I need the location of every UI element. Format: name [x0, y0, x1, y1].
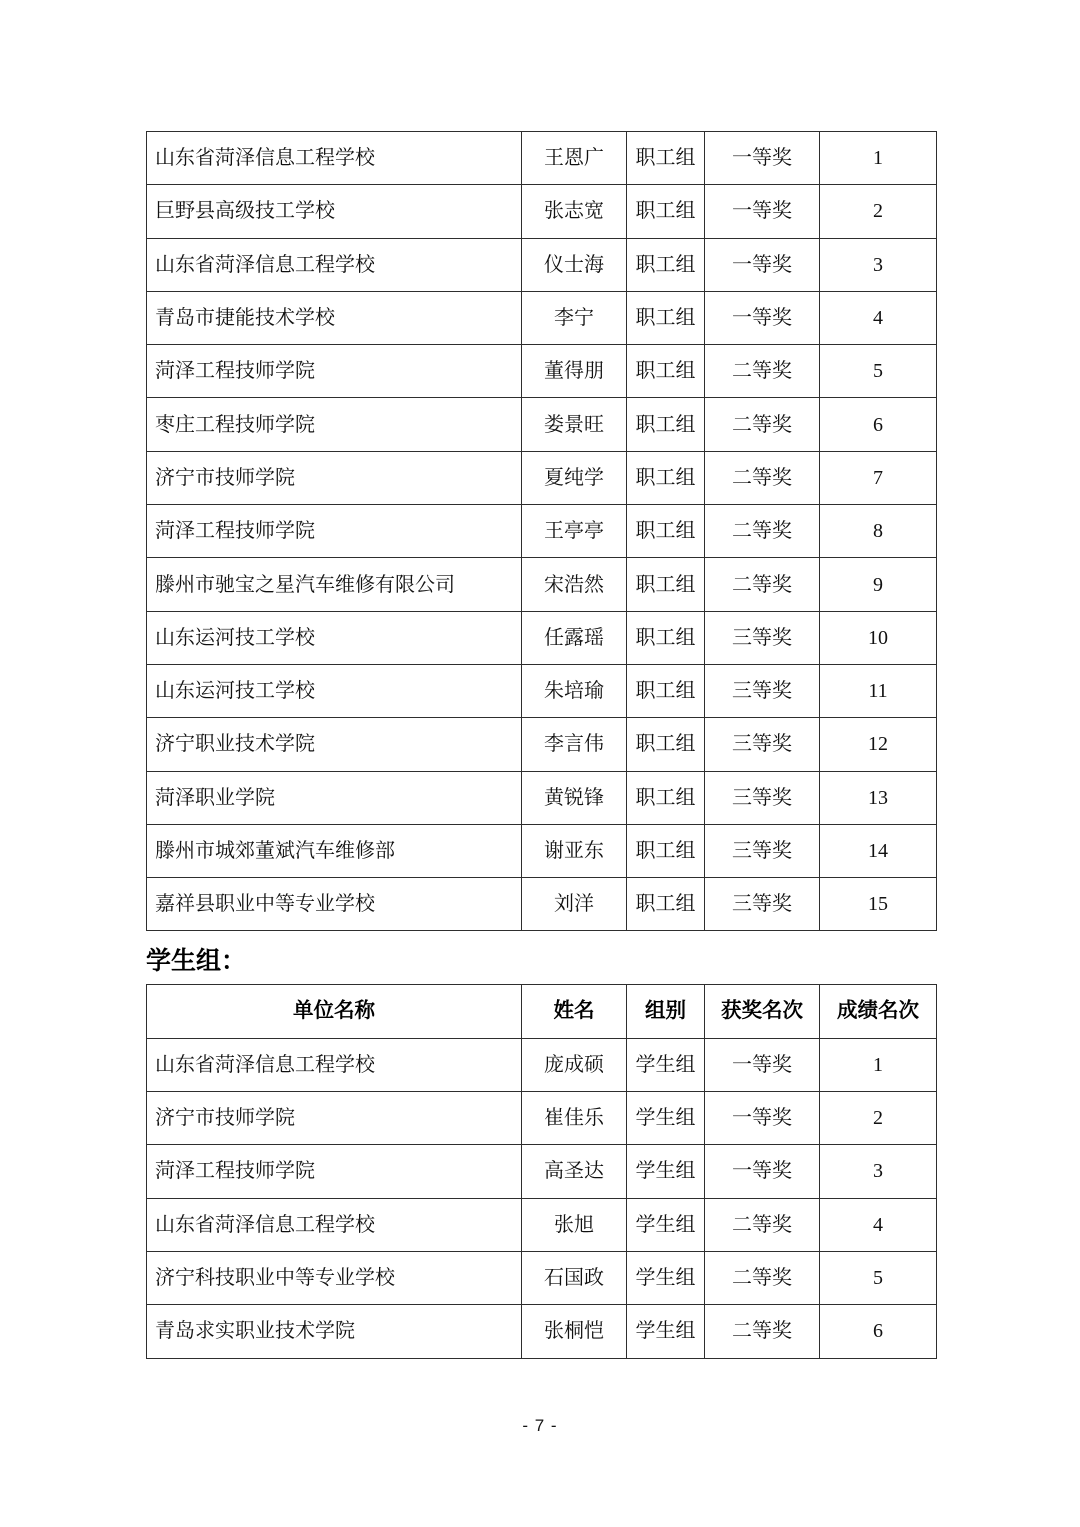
rank-cell: 5 — [820, 1251, 937, 1304]
unit-cell: 山东运河技工学校 — [147, 611, 522, 664]
name-cell: 高圣达 — [522, 1145, 627, 1198]
rank-cell: 1 — [820, 132, 937, 185]
unit-cell: 山东省菏泽信息工程学校 — [147, 132, 522, 185]
group-cell: 职工组 — [627, 345, 705, 398]
award-cell: 三等奖 — [705, 878, 820, 931]
rank-cell: 11 — [820, 664, 937, 717]
name-cell: 任露瑶 — [522, 611, 627, 664]
unit-cell: 菏泽职业学院 — [147, 771, 522, 824]
group-cell: 职工组 — [627, 505, 705, 558]
table-row — [147, 1198, 937, 1251]
award-cell: 三等奖 — [705, 664, 820, 717]
award-cell: 三等奖 — [705, 611, 820, 664]
table-row — [147, 718, 937, 771]
name-cell: 崔佳乐 — [522, 1092, 627, 1145]
rank-cell: 10 — [820, 611, 937, 664]
unit-cell: 济宁职业技术学院 — [147, 718, 522, 771]
unit-cell: 青岛市捷能技术学校 — [147, 291, 522, 344]
award-cell: 一等奖 — [705, 1092, 820, 1145]
table-row — [147, 185, 937, 238]
rank-cell: 14 — [820, 824, 937, 877]
name-cell: 娄景旺 — [522, 398, 627, 451]
name-cell: 仪士海 — [522, 238, 627, 291]
table-row — [147, 771, 937, 824]
table-row — [147, 505, 937, 558]
unit-cell: 嘉祥县职业中等专业学校 — [147, 878, 522, 931]
unit-cell: 菏泽工程技师学院 — [147, 505, 522, 558]
table-row — [147, 824, 937, 877]
group-cell: 职工组 — [627, 558, 705, 611]
table-row — [147, 1251, 937, 1304]
rank-cell: 5 — [820, 345, 937, 398]
unit-cell: 巨野县高级技工学校 — [147, 185, 522, 238]
unit-cell: 菏泽工程技师学院 — [147, 1145, 522, 1198]
table-row — [147, 611, 937, 664]
rank-cell: 2 — [820, 1092, 937, 1145]
rank-cell: 4 — [820, 1198, 937, 1251]
name-cell: 李言伟 — [522, 718, 627, 771]
unit-cell: 滕州市驰宝之星汽车维修有限公司 — [147, 558, 522, 611]
name-cell: 夏纯学 — [522, 451, 627, 504]
table-row — [147, 1038, 937, 1091]
unit-cell: 菏泽工程技师学院 — [147, 345, 522, 398]
name-cell: 张桐恺 — [522, 1305, 627, 1358]
header-person-name: 姓名 — [522, 985, 627, 1038]
name-cell: 宋浩然 — [522, 558, 627, 611]
rank-cell: 13 — [820, 771, 937, 824]
name-cell: 张旭 — [522, 1198, 627, 1251]
rank-cell: 3 — [820, 238, 937, 291]
rank-cell: 6 — [820, 398, 937, 451]
group-cell: 学生组 — [627, 1092, 705, 1145]
rank-cell: 9 — [820, 558, 937, 611]
rank-cell: 7 — [820, 451, 937, 504]
page-number: - 7 - — [522, 1416, 558, 1435]
group-cell: 学生组 — [627, 1145, 705, 1198]
name-cell: 石国政 — [522, 1251, 627, 1304]
award-cell: 二等奖 — [705, 1198, 820, 1251]
rank-cell: 3 — [820, 1145, 937, 1198]
award-cell: 二等奖 — [705, 398, 820, 451]
group-cell: 职工组 — [627, 132, 705, 185]
header-score-rank: 成绩名次 — [820, 985, 937, 1038]
unit-cell: 济宁市技师学院 — [147, 451, 522, 504]
header-unit-name: 单位名称 — [147, 985, 522, 1038]
group-cell: 职工组 — [627, 185, 705, 238]
name-cell: 王亭亭 — [522, 505, 627, 558]
unit-cell: 滕州市城郊董斌汽车维修部 — [147, 824, 522, 877]
award-cell: 三等奖 — [705, 824, 820, 877]
unit-cell: 青岛求实职业技术学院 — [147, 1305, 522, 1358]
group-cell: 学生组 — [627, 1305, 705, 1358]
name-cell: 朱培瑜 — [522, 664, 627, 717]
rank-cell: 4 — [820, 291, 937, 344]
unit-cell: 枣庄工程技师学院 — [147, 398, 522, 451]
unit-cell: 山东运河技工学校 — [147, 664, 522, 717]
page-content — [146, 131, 936, 1359]
award-cell: 一等奖 — [705, 132, 820, 185]
rank-cell: 15 — [820, 878, 937, 931]
award-cell: 二等奖 — [705, 1305, 820, 1358]
award-cell: 二等奖 — [705, 345, 820, 398]
table-row — [147, 1092, 937, 1145]
table-row — [147, 451, 937, 504]
group-cell: 学生组 — [627, 1198, 705, 1251]
group-cell: 职工组 — [627, 718, 705, 771]
table-row — [147, 1305, 937, 1358]
award-cell: 二等奖 — [705, 1251, 820, 1304]
student-group-heading: 学生组： — [146, 947, 247, 976]
table-row — [147, 558, 937, 611]
table-row — [147, 1145, 937, 1198]
unit-cell: 山东省菏泽信息工程学校 — [147, 238, 522, 291]
award-cell: 三等奖 — [705, 771, 820, 824]
award-cell: 一等奖 — [705, 238, 820, 291]
name-cell: 李宁 — [522, 291, 627, 344]
rank-cell: 2 — [820, 185, 937, 238]
unit-cell: 济宁科技职业中等专业学校 — [147, 1251, 522, 1304]
table-row — [147, 291, 937, 344]
group-cell: 职工组 — [627, 398, 705, 451]
award-cell: 一等奖 — [705, 1145, 820, 1198]
award-cell: 二等奖 — [705, 505, 820, 558]
rank-cell: 12 — [820, 718, 937, 771]
group-cell: 职工组 — [627, 451, 705, 504]
table-row — [147, 132, 937, 185]
name-cell: 王恩广 — [522, 132, 627, 185]
group-cell: 学生组 — [627, 1251, 705, 1304]
group-cell: 学生组 — [627, 1038, 705, 1091]
name-cell: 张志宽 — [522, 185, 627, 238]
group-cell: 职工组 — [627, 611, 705, 664]
name-cell: 董得朋 — [522, 345, 627, 398]
rank-cell: 8 — [820, 505, 937, 558]
table-row — [147, 664, 937, 717]
group-cell: 职工组 — [627, 878, 705, 931]
group-cell: 职工组 — [627, 238, 705, 291]
name-cell: 谢亚东 — [522, 824, 627, 877]
name-cell: 庞成硕 — [522, 1038, 627, 1091]
award-cell: 二等奖 — [705, 558, 820, 611]
award-cell: 三等奖 — [705, 718, 820, 771]
award-cell: 一等奖 — [705, 291, 820, 344]
table-row — [147, 238, 937, 291]
table-row — [147, 345, 937, 398]
table-row — [147, 398, 937, 451]
group-cell: 职工组 — [627, 291, 705, 344]
header-award-rank: 获奖名次 — [705, 985, 820, 1038]
unit-cell: 山东省菏泽信息工程学校 — [147, 1198, 522, 1251]
student-table-header-row — [147, 985, 937, 1038]
rank-cell: 1 — [820, 1038, 937, 1091]
unit-cell: 山东省菏泽信息工程学校 — [147, 1038, 522, 1091]
header-group: 组别 — [627, 985, 705, 1038]
award-cell: 一等奖 — [705, 1038, 820, 1091]
name-cell: 刘洋 — [522, 878, 627, 931]
award-cell: 二等奖 — [705, 451, 820, 504]
group-cell: 职工组 — [627, 824, 705, 877]
group-cell: 职工组 — [627, 664, 705, 717]
name-cell: 黄锐锋 — [522, 771, 627, 824]
table-row — [147, 878, 937, 931]
student-results-table — [146, 984, 937, 1358]
rank-cell: 6 — [820, 1305, 937, 1358]
staff-results-table — [146, 131, 937, 931]
group-cell: 职工组 — [627, 771, 705, 824]
award-cell: 一等奖 — [705, 185, 820, 238]
unit-cell: 济宁市技师学院 — [147, 1092, 522, 1145]
